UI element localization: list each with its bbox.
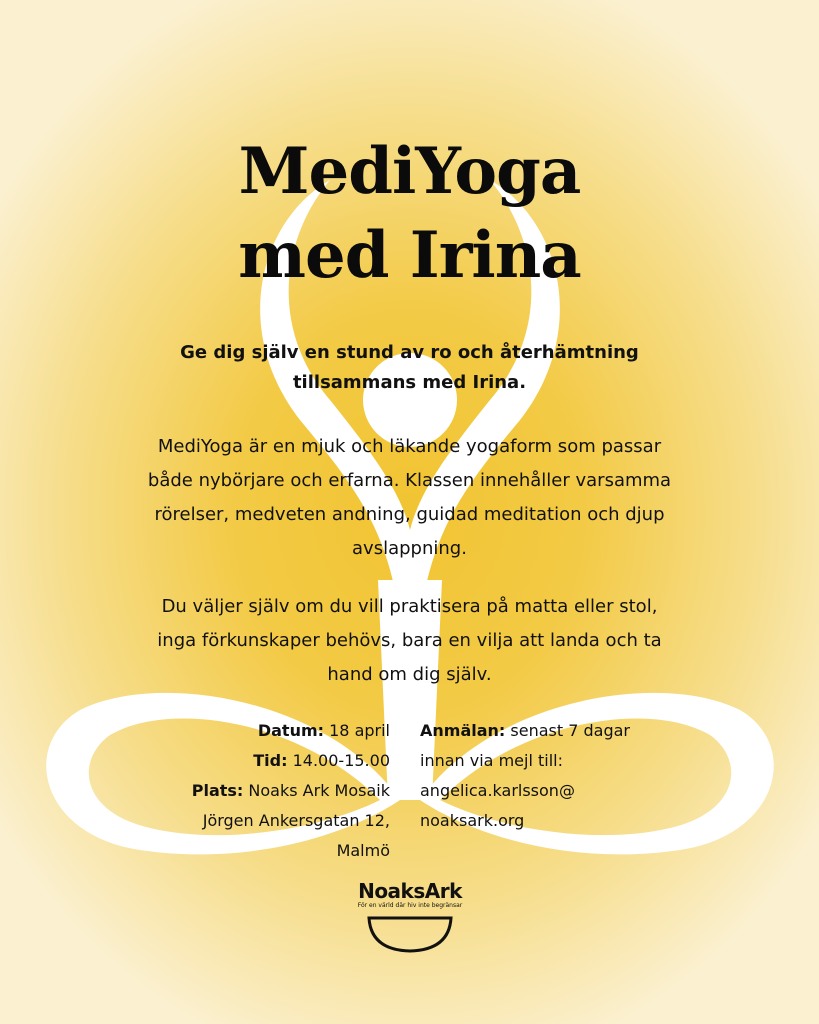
paragraph-line: MediYoga är en mjuk och läkande yogaform som passar (157, 436, 662, 457)
place-label: Plats: (191, 781, 244, 800)
signup-label: Anmälan: (420, 721, 506, 740)
paragraph-line: rörelser, medveten andning, guidad meditation och djup (154, 504, 665, 525)
paragraph-line: både nybörjare och erfarna. Klassen innehåller varsamma (147, 470, 672, 491)
signup-details (420, 716, 680, 836)
practice-paragraph (100, 590, 719, 692)
lead-text (100, 338, 719, 398)
place-row (150, 776, 390, 806)
signup-instruction: innan via mejl till: (420, 751, 563, 770)
signup-email-line1[interactable]: angelica.karlsson@ (420, 781, 575, 800)
paragraph-line: Du väljer själv om du vill praktisera på matta eller stol, (161, 596, 658, 617)
address-city: Malmö (336, 841, 390, 860)
paragraph-line: avslappning. (352, 538, 467, 559)
logo-name: NoaksArk (358, 879, 462, 903)
date-label: Datum: (257, 721, 325, 740)
time-label: Tid: (253, 751, 288, 770)
time-value: 14.00-15.00 (292, 751, 390, 770)
ark-bowl-icon (365, 914, 455, 954)
date-value: 18 april (329, 721, 390, 740)
signup-email-line2[interactable]: noaksark.org (420, 811, 525, 830)
page-title-line1: MediYoga (238, 134, 581, 209)
event-details (150, 716, 390, 866)
place-value: Noaks Ark Mosaik (248, 781, 390, 800)
noaksark-logo (330, 880, 490, 954)
signup-deadline: senast 7 dagar (510, 721, 630, 740)
address-line: Jörgen Ankersgatan 12, (202, 811, 390, 830)
lead-line: tillsammans med Irina. (292, 372, 527, 393)
paragraph-line: inga förkunskaper behövs, bara en vilja att landa och ta (157, 630, 662, 651)
lead-line: Ge dig själv en stund av ro och återhämtning (180, 342, 639, 363)
logo-tagline: För en värld där hiv inte begränsar (357, 902, 463, 909)
date-row (150, 716, 390, 746)
page-title-line2: med Irina (238, 218, 581, 293)
time-row (150, 746, 390, 776)
description-paragraph (100, 430, 719, 566)
paragraph-line: hand om dig själv. (327, 664, 492, 685)
signup-row (420, 716, 680, 746)
